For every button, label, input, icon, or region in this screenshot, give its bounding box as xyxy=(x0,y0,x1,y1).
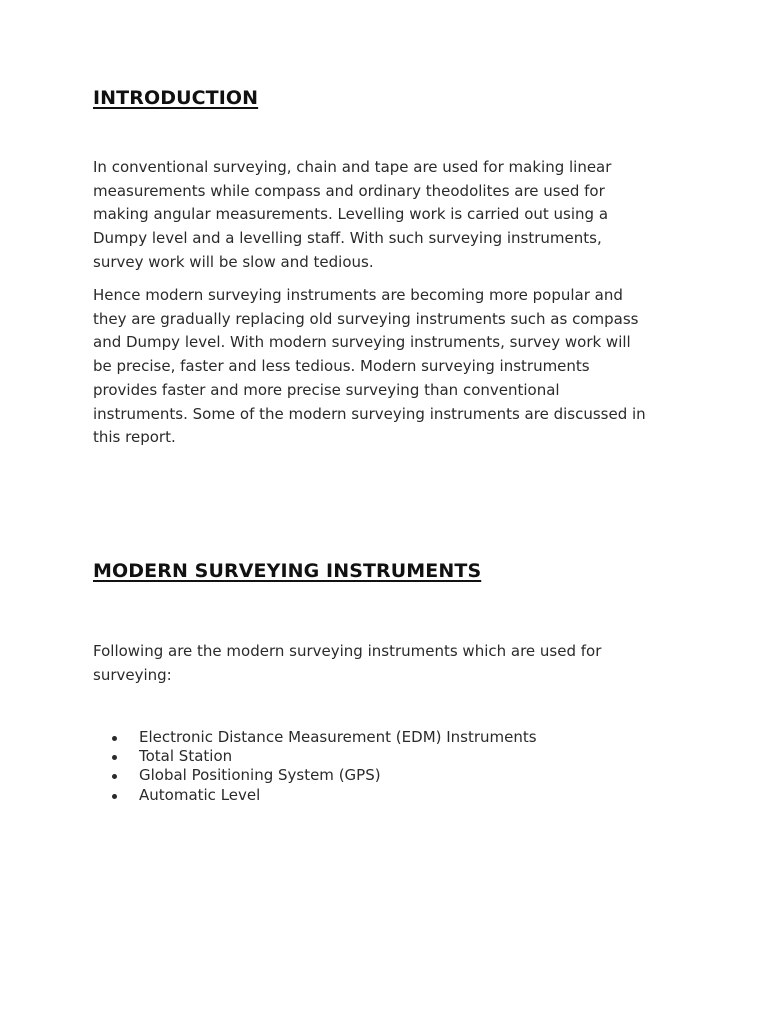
list-item xyxy=(112,747,537,766)
bullet-icon xyxy=(112,794,117,799)
list-item xyxy=(112,766,537,785)
intro-paragraph-2 xyxy=(93,284,683,450)
paragraph-line: provides faster and more precise surveying than conventional xyxy=(93,380,560,399)
paragraph-line: Hence modern surveying instruments are becoming more popular and xyxy=(93,286,623,304)
intro-paragraph-1 xyxy=(93,156,683,275)
paragraph-line: and Dumpy level. With modern surveying instruments, survey work will xyxy=(93,333,631,352)
list-item-text: Automatic Level xyxy=(139,785,261,804)
paragraph-line: Dumpy level and a levelling staff. With such surveying instruments, xyxy=(93,229,602,248)
paragraph-line: they are gradually replacing old surveying instruments such as compass xyxy=(93,309,639,328)
paragraph-line: measurements while compass and ordinary theodolites are used for xyxy=(93,181,605,200)
paragraph-line: this report. xyxy=(93,428,176,447)
paragraph-line: Following are the modern surveying instruments which are used for xyxy=(93,642,602,660)
list-item-text: Global Positioning System (GPS) xyxy=(139,766,381,785)
paragraph-line: survey work will be slow and tedious. xyxy=(93,252,374,271)
paragraph-line: surveying: xyxy=(93,665,172,684)
heading-modern-surveying-instruments: MODERN SURVEYING INSTRUMENTS xyxy=(93,560,482,582)
bullet-icon xyxy=(112,736,117,741)
modern-paragraph-1 xyxy=(93,640,683,687)
instrument-list xyxy=(112,728,537,805)
paragraph-line: instruments. Some of the modern surveying instruments are discussed in xyxy=(93,404,646,423)
list-item xyxy=(112,786,537,805)
list-item-text: Total Station xyxy=(139,747,233,766)
bullet-icon xyxy=(112,755,117,760)
paragraph-line: In conventional surveying, chain and tape are used for making linear xyxy=(93,158,612,176)
bullet-icon xyxy=(112,774,117,779)
list-item-text: Electronic Distance Measurement (EDM) Instruments xyxy=(139,728,537,746)
heading-introduction: INTRODUCTION xyxy=(93,87,259,109)
paragraph-line: making angular measurements. Levelling work is carried out using a xyxy=(93,205,609,224)
list-item xyxy=(112,728,537,747)
paragraph-line: be precise, faster and less tedious. Modern surveying instruments xyxy=(93,357,590,376)
